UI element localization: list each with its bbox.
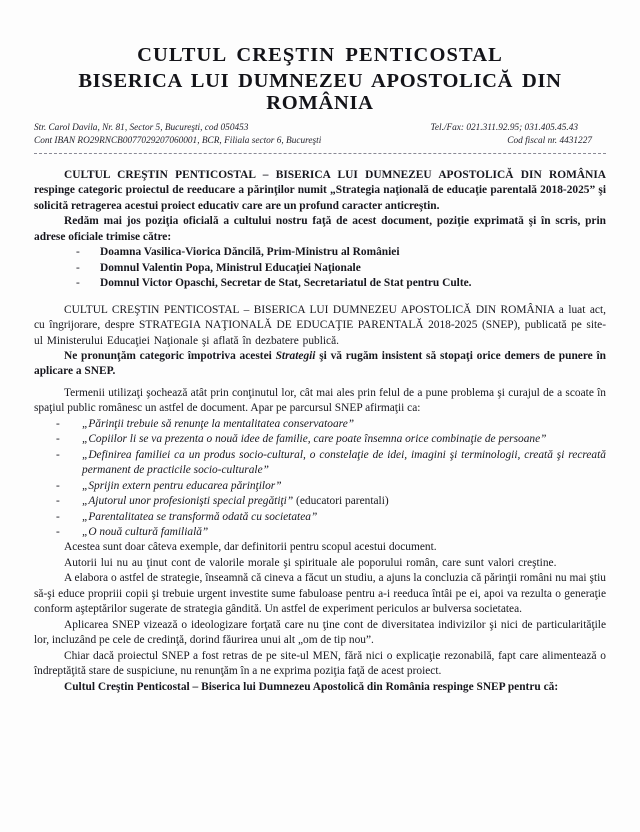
recipients-list — [34, 245, 606, 291]
organization-name-line-1: CULTUL CREŞTIN PENTICOSTAL — [137, 44, 503, 66]
contact-row-address-phone — [34, 122, 606, 135]
rejection-statement: respinge categoric proiectul de reeducare a părinţilor numit „Strategia naţională de educaţie parentală 2018-2025” şi solicită retragerea acestui proiect educativ care are un profund caracter anticreştin. — [34, 184, 606, 212]
opposition-lead: Ne pronunţăm categoric împotriva acestei — [64, 350, 276, 362]
paragraph-conclusion: Cultul Creştin Penticostal – Biserica lui Dumnezeu Apostolică din România respinge SNEP pentru că: — [64, 680, 559, 693]
paragraph-ideologization: Aplicarea SNEP vizează o ideologizare forţată care nu ţine cont de diversitatea indivizilor şi nici de particularităţile lor, incluzând pe cele de credinţă, dorind făurirea unui alt „om de tip nou”. — [34, 618, 606, 647]
list-item: - Doamna Vasilica-Viorica Dăncilă, Prim-Ministru al României — [34, 245, 606, 260]
organization-name-line-2: BISERICA LUI DUMNEZEU APOSTOLICĂ DIN ROMÂNIA — [78, 69, 562, 115]
list-item: - Domnul Valentin Popa, Ministrul Educaţiei Naţionale — [34, 261, 606, 276]
fiscal-code-text: Cod fiscal nr. 4431227 — [507, 135, 592, 146]
quote-text: „Sprijin extern pentru educarea părinţilor” — [82, 479, 282, 492]
bank-account-text: Cont IBAN RO29RNCB0077029207060001, BCR, Filiala sector 6, Bucureşti — [34, 135, 322, 146]
phone-fax-text: Tel./Fax: 021.311.92.95; 031.405.45.43 — [430, 122, 578, 133]
list-item — [34, 448, 606, 479]
document-body — [34, 168, 606, 695]
list-item — [34, 432, 606, 447]
list-item — [34, 510, 606, 525]
snep-quotes-list — [34, 417, 606, 541]
letterhead — [34, 0, 606, 154]
quote-text: „Ajutorul unor profesionişti special pregătiţi” — [82, 495, 294, 508]
header-divider — [34, 153, 606, 154]
opposition-tail: şi vă rugăm insistent să stopaţi orice demers de punere în aplicare a SNEP. — [34, 350, 606, 378]
paragraph-terminology: Termenii utilizaţi şochează atât prin conţinutul lor, cât mai ales prin felul de a pune problema şi curajul de a scoate în spaţiul public românesc un astfel de document. Apar pe parcursul SNEP afirmaţii ca: — [34, 386, 606, 415]
paragraph-opposition — [34, 349, 606, 380]
list-item — [34, 525, 606, 540]
contact-row-bank-fiscal — [34, 135, 606, 148]
org-name-inline: CULTUL CREŞTIN PENTICOSTAL – BISERICA LUI DUMNEZEU APOSTOLICĂ DIN ROMÂNIA — [64, 169, 606, 182]
paragraph-withdrawal: Chiar dacă proiectul SNEP a fost retras de pe site-ul MEN, fără nici o explicaţie rezonabilă, fapt care alimentează o îndreptăţită stare de suspiciune, nu renunţăm în a ne exprima poziţia faţă de acest proiect. — [34, 649, 606, 678]
quote-text: „Copiilor li se va prezenta o nouă idee de familie, care poate însemna orice combinaţie de persoane” — [82, 433, 547, 446]
quote-text: „Părinţii trebuie să renunţe la mentalitatea conservatoare” — [82, 417, 355, 430]
quote-suffix: (educatori parentali) — [293, 495, 389, 508]
address-text: Str. Carol Davila, Nr. 81, Sector 5, Bucureşti, cod 050453 — [34, 122, 249, 133]
paragraph-rejection — [34, 168, 606, 214]
quote-text: „Definirea familiei ca un produs socio-cultural, o constelaţie de idei, imagini şi terminologii, creată şi recreată permanent de practicile socio-culturale” — [82, 448, 606, 477]
strategy-emphasis: Strategii — [275, 350, 316, 362]
list-item — [34, 494, 606, 509]
list-item — [34, 417, 606, 432]
paragraph-official-position: Redăm mai jos poziţia oficială a cultului nostru faţă de acest document, poziţie exprimată şi în scris, prin adrese oficiale trimise către: — [34, 215, 606, 243]
quote-text: „O nouă cultură familială” — [82, 525, 209, 538]
paragraph-moral-values: Autorii lui nu au ţinut cont de valorile morale şi spirituale ale poporului român, care sunt valori creştine. — [64, 556, 557, 569]
paragraph-examples: Acestea sunt doar câteva exemple, dar definitorii pentru scopul acestui document. — [64, 541, 437, 554]
list-item — [34, 479, 606, 494]
quote-text: „Parentalitatea se transformă odată cu societatea” — [82, 510, 318, 523]
list-item: - Domnul Victor Opaschi, Secretar de Stat, Secretariatul de Stat pentru Culte. — [34, 276, 606, 291]
paragraph-strategy-critique: A elabora o astfel de strategie, înseamnă că cineva a făcut un studiu, a ajuns la concluzia că părinţii români nu mai ştiu să-şi educe propriii copii şi trebuie urgent investite sume fabuloase pentru a-i reeduca întâi pe ei, apoi va rezulta o generaţie conform aşteptărilor sugerate de strategia gândită. Un astfel de experiment periculos ar bulversa societatea. — [34, 572, 606, 616]
paragraph-acknowledgement: CULTUL CREŞTIN PENTICOSTAL – BISERICA LUI DUMNEZEU APOSTOLICĂ DIN ROMÂNIA a luat act, cu îngrijorare, despre STRATEGIA NAŢIONALĂ DE EDUCAŢIE PARENTALĂ 2018-2025 (SNEP), publicată pe site-ul Ministerului Educaţiei Naţionale şi aflată în dezbatere publică. — [34, 303, 606, 347]
contact-details — [34, 122, 606, 148]
